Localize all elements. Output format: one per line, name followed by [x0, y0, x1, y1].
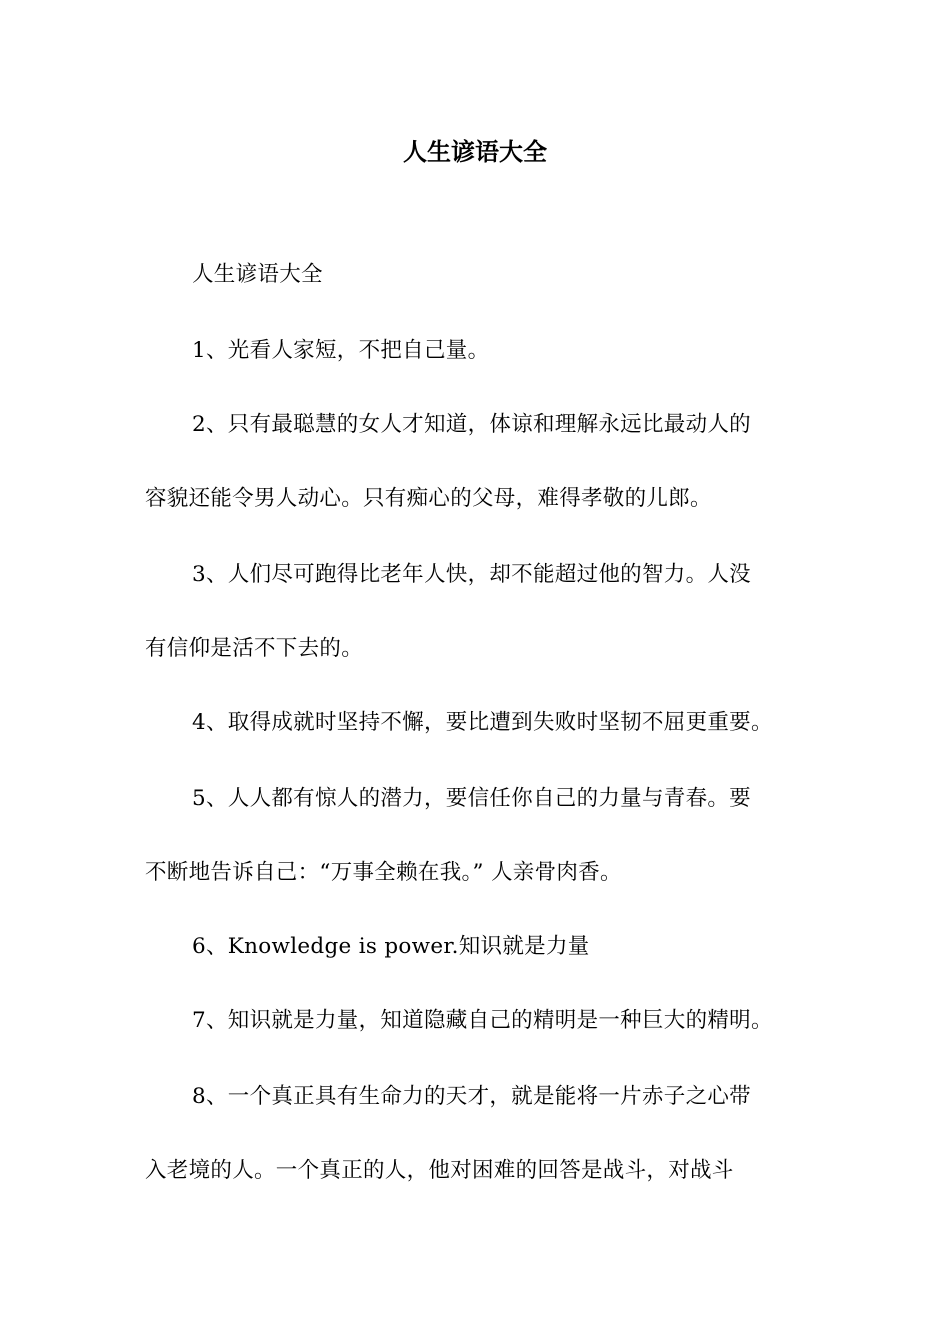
subtitle-line: 人生谚语大全: [192, 262, 323, 287]
paragraph-line: 2、只有最聪慧的女人才知道，体谅和理解永远比最动人的: [192, 412, 751, 437]
paragraph-line: 6、Knowledge is power.知识就是力量: [192, 934, 590, 959]
document-title: 人生谚语大全: [403, 138, 547, 166]
paragraph-line: 入老境的人。一个真正的人，他对困难的回答是战斗，对战斗: [145, 1158, 734, 1183]
paragraph-line: 有信仰是活不下去的。: [145, 636, 364, 661]
paragraph-line: 4、取得成就时坚持不懈，要比遭到失败时坚韧不屈更重要。: [192, 710, 773, 735]
paragraph-line: 不断地告诉自己：“万事全赖在我。” 人亲骨肉香。: [145, 860, 622, 885]
paragraph-line: 7、知识就是力量，知道隐藏自己的精明是一种巨大的精明。: [192, 1008, 773, 1033]
paragraph-line: 3、人们尽可跑得比老年人快，却不能超过他的智力。人没: [192, 562, 751, 587]
paragraph-line: 1、光看人家短，不把自己量。: [192, 338, 490, 363]
paragraph-line: 5、人人都有惊人的潜力，要信任你自己的力量与青春。要: [192, 786, 751, 811]
paragraph-line: 8、一个真正具有生命力的天才，就是能将一片赤子之心带: [192, 1084, 751, 1109]
paragraph-line: 容貌还能令男人动心。只有痴心的父母，难得孝敬的儿郎。: [145, 486, 712, 511]
